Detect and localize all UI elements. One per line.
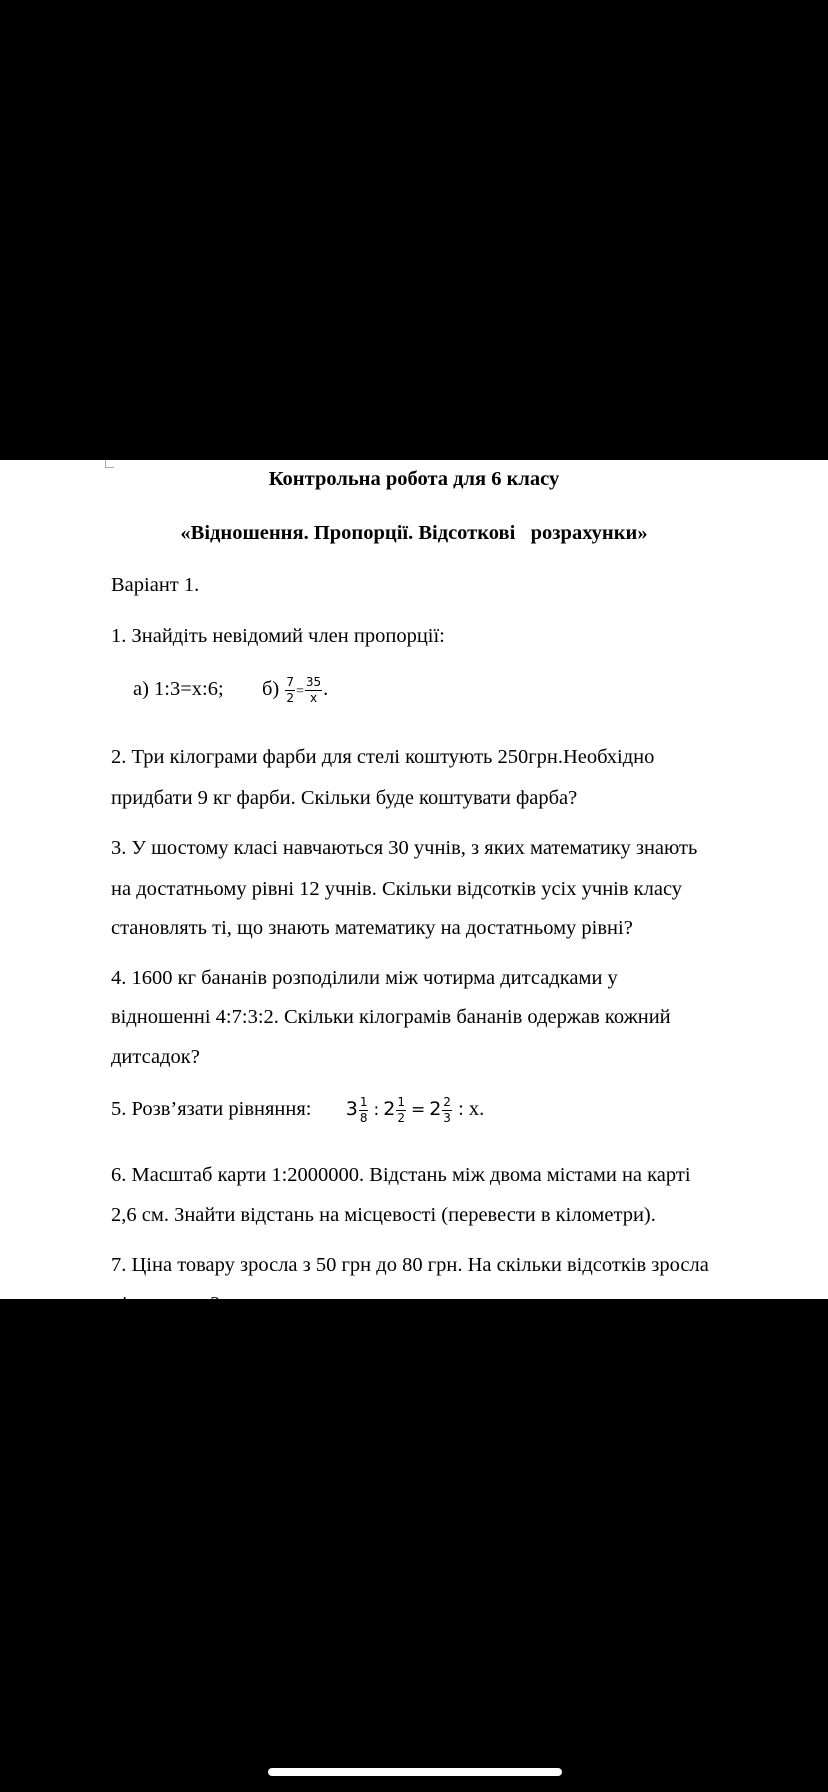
- task-3-line-2: на достатньому рівні 12 учнів. Скільки відсотків усіх учнів класу: [111, 878, 683, 900]
- fraction-2-3: $\frac{2}{3}$: [443, 1095, 451, 1125]
- variant-label: Варіант 1.: [111, 574, 200, 596]
- task-7-line-1: 7. Ціна товару зросла з 50 грн до 80 грн. На скільки відсотків зросла: [111, 1254, 709, 1276]
- fraction-1-8: $\frac{1}{8}$: [359, 1095, 368, 1125]
- fraction-35-x: $\frac{35}{x}$: [305, 675, 322, 705]
- task-3-line-3: становлять ті, що знають математику на достатньому рівні?: [111, 917, 633, 939]
- task-1-parts: а) 1:3=х:6; б) $\frac{7}{2}$ = $\frac{35}{x}$ .: [133, 675, 329, 705]
- task-6-line-2: 2,6 см. Знайти відстань на місцевості (перевести в кілометри).: [111, 1204, 656, 1226]
- task-2-line-1: 2. Три кілограми фарби для стелі коштують 250грн.Необхідно: [111, 746, 655, 768]
- task-4-line-1: 4. 1600 кг бананів розподілили між чотирма дитсадками у: [111, 967, 618, 989]
- task-2-line-2: придбати 9 кг фарби. Скільки буде коштувати фарба?: [111, 787, 578, 809]
- task-1-part-a: а) 1:3=х:6;: [133, 677, 224, 700]
- document-subtitle: «Відношення. Пропорції. Відсоткові розрахунки»: [180, 522, 648, 544]
- task-4-line-3: дитсадок?: [111, 1046, 200, 1068]
- fraction-1-2: $\frac{1}{2}$: [397, 1095, 405, 1125]
- document-page: [0, 460, 828, 1315]
- task-1-part-b-label: б): [261, 677, 280, 700]
- task-5-text: 5. Розв’язати рівняння:: [111, 1097, 312, 1120]
- task-7-line-2: ціна товару?: [111, 1293, 220, 1315]
- page-corner-mark: [105, 460, 114, 468]
- home-indicator[interactable]: [268, 1768, 562, 1776]
- task-3-line-1: 3. У шостому класі навчаються 30 учнів, з яких математику знають: [111, 837, 698, 859]
- task-1-text: 1. Знайдіть невідомий член пропорції:: [111, 625, 445, 647]
- fraction-7-2: $\frac{7}{2}$: [286, 675, 294, 705]
- document-title: Контрольна робота для 6 класу: [268, 468, 560, 490]
- task-4-line-2: відношенні 4:7:3:2. Скільки кілограмів бананів одержав кожний: [111, 1006, 671, 1028]
- task-5-equation-line: 5. Розв’язати рівняння: 3 $\frac{1}{8}$ : 2 $\frac{1}{2}$ = 2 $\frac{2}{3}$ : х.: [111, 1095, 485, 1125]
- task-6-line-1: 6. Масштаб карти 1:2000000. Відстань між двома містами на карті: [111, 1164, 691, 1186]
